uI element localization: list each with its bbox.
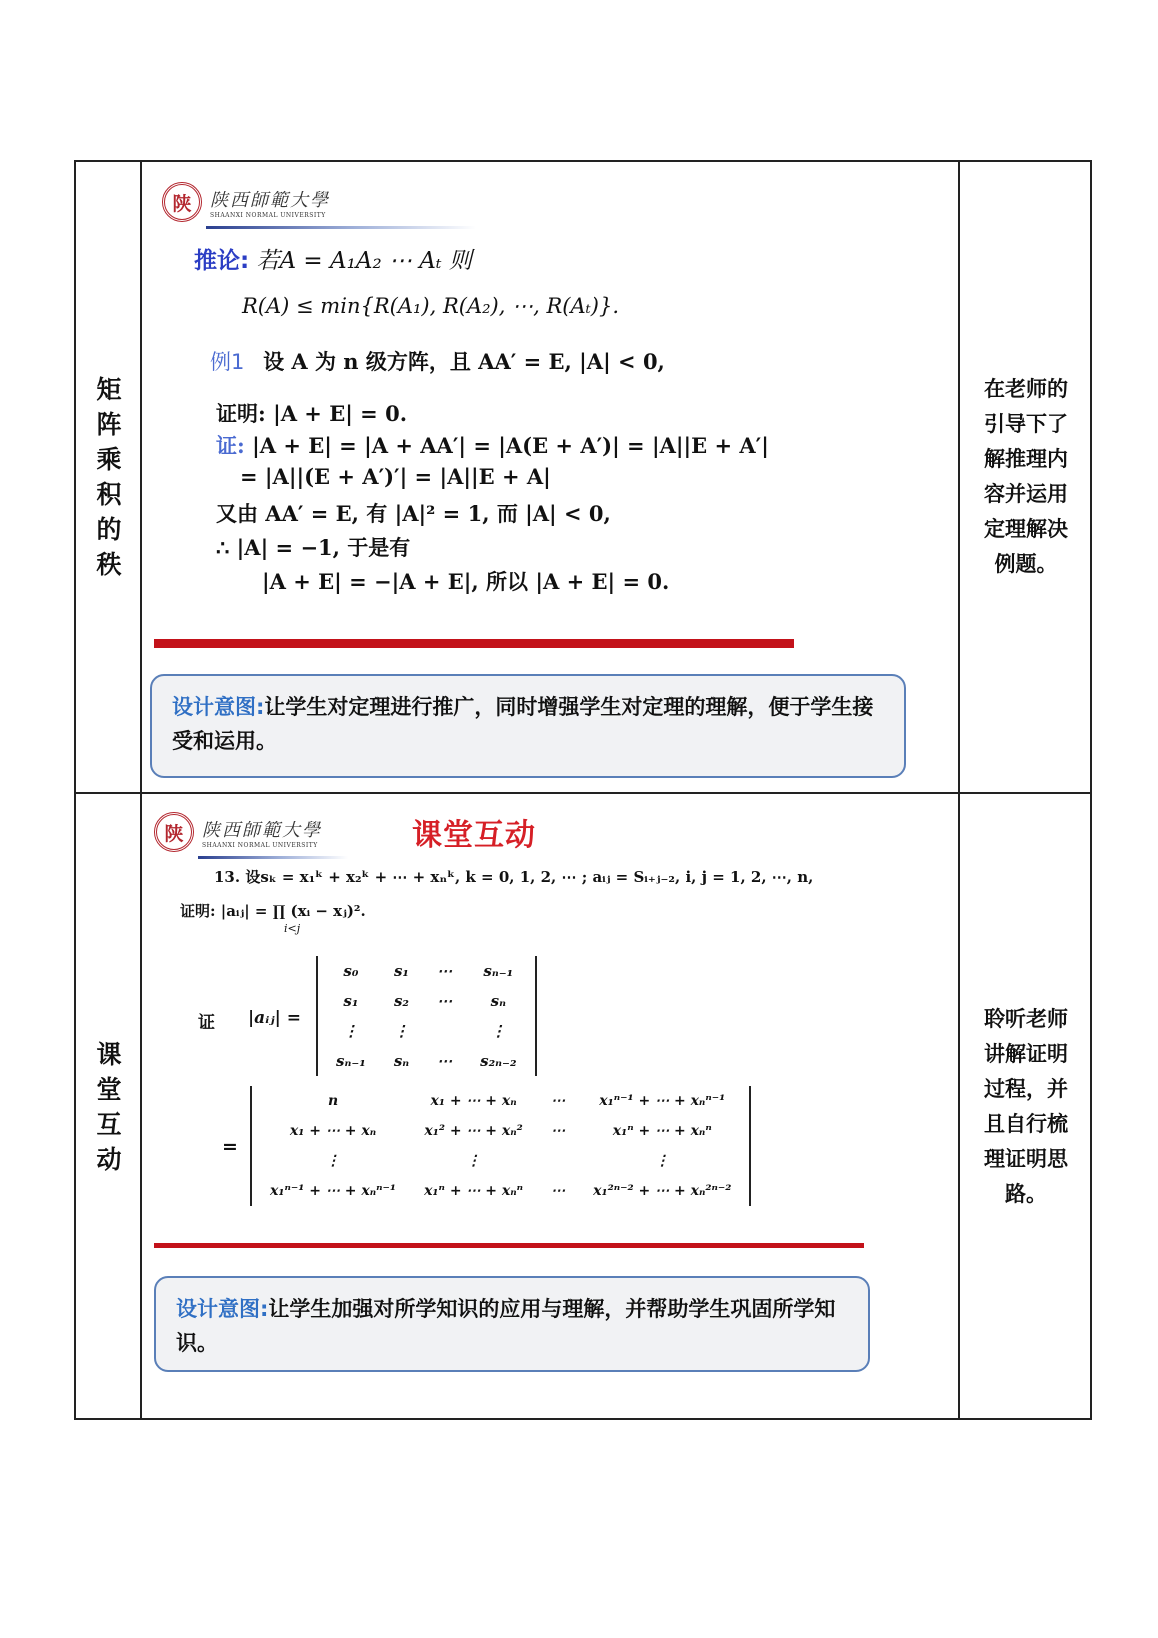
- determinant-entry: ⋮: [466, 1153, 481, 1169]
- determinant-entry: s₁: [343, 992, 359, 1010]
- determinant-1-matrix: [322, 956, 531, 1076]
- topic-char: 堂: [96, 1075, 122, 1104]
- topic-cell-classroom-interaction: [76, 794, 142, 1420]
- prove-statement: 证明: |A + E| = 0.: [216, 401, 407, 426]
- determinant-entry: ⋮: [490, 1022, 506, 1040]
- determinant-row: [322, 1046, 531, 1076]
- determinant-row: [322, 956, 531, 986]
- seal-icon: 陕: [154, 812, 194, 852]
- determinant-entry: sₙ₋₁: [483, 962, 514, 980]
- determinant-lhs: |aᵢⱼ| =: [248, 1008, 301, 1028]
- design-intent-box: [150, 674, 906, 778]
- determinant-1: [316, 956, 537, 1076]
- determinant-entry: x₁ⁿ + ⋯ + xₙⁿ: [612, 1123, 712, 1139]
- determinant-entry: [423, 1016, 466, 1046]
- equals-sign: =: [222, 1136, 238, 1158]
- determinant-entry: ⋯: [437, 962, 453, 980]
- slide-divider-red: [154, 639, 794, 648]
- determinant-entry: n: [327, 1093, 339, 1109]
- product-subscript: i<j: [284, 922, 301, 935]
- proof-line-4: ∴ |A| = −1, 于是有: [216, 535, 411, 560]
- logo-underline: [206, 226, 476, 229]
- determinant-entry: x₁ⁿ + ⋯ + xₙⁿ: [424, 1183, 524, 1199]
- topic-char: 矩: [96, 375, 122, 404]
- determinant-entry: s₀: [343, 962, 359, 980]
- corollary: [194, 242, 472, 275]
- university-logo: [154, 812, 322, 852]
- seal-icon: 陕: [162, 182, 202, 222]
- topic-char: 积: [96, 480, 122, 509]
- topic-char: 互: [96, 1110, 122, 1139]
- determinant-entry: ⋮: [655, 1153, 670, 1169]
- determinant-row: [256, 1146, 745, 1176]
- determinant-entry: x₁² + ⋯ + xₙ²: [424, 1123, 523, 1139]
- design-intent-label: 设计意图:: [172, 695, 265, 719]
- determinant-entry: x₁ + ⋯ + xₙ: [430, 1093, 517, 1109]
- determinant-entry: ⋮: [343, 1022, 359, 1040]
- determinant-entry: [537, 1146, 579, 1176]
- slide-classroom-interaction: [144, 794, 958, 1420]
- proof-line-5: |A + E| = −|A + E|, 所以 |A + E| = 0.: [262, 569, 670, 594]
- lesson-table: [74, 160, 1092, 1420]
- design-intent-box: [154, 1276, 870, 1372]
- determinant-entry: x₁ⁿ⁻¹ + ⋯ + xₙⁿ⁻¹: [270, 1183, 397, 1199]
- determinant-entry: x₁ⁿ⁻¹ + ⋯ + xₙⁿ⁻¹: [599, 1093, 726, 1109]
- topic-char: 课: [96, 1040, 122, 1069]
- activity-text: 在老师的引导下了解推理内容并运用定理解决例题。: [984, 377, 1068, 576]
- proof-label: 证:: [216, 433, 245, 458]
- activity-cell-2: [960, 794, 1092, 1420]
- proof-line-1: 证: |A + E| = |A + AA′| = |A(E + A′)| = |A||E + A′|: [216, 433, 769, 458]
- prove-statement: 证明: |aᵢⱼ| = ∏ (xᵢ − xⱼ)².: [180, 902, 366, 920]
- slide-title: 课堂互动: [412, 818, 536, 853]
- example-text: 设 A 为 n 级方阵，且 AA′ = E, |A| < 0,: [263, 349, 665, 374]
- topic-char: 动: [96, 1145, 122, 1174]
- design-intent-text: 让学生对定理进行推广，同时增强学生对定理的理解，便于学生接受和运用。: [172, 695, 874, 753]
- university-name-en: SHAANXI NORMAL UNIVERSITY: [202, 841, 318, 849]
- slide-divider-red: [154, 1243, 864, 1248]
- determinant-row: [322, 1016, 531, 1046]
- topic-char: 秩: [96, 550, 122, 579]
- determinant-entry: ⋯: [551, 1093, 566, 1109]
- determinant-entry: ⋯: [551, 1123, 566, 1139]
- determinant-entry: ⋯: [437, 992, 453, 1010]
- determinant-entry: s₂ₙ₋₂: [480, 1052, 517, 1070]
- proof-line-2: = |A||(E + A′)′| = |A||E + A|: [240, 464, 551, 489]
- example-1: [210, 346, 665, 376]
- problem-statement: 13. 设sₖ = x₁ᵏ + x₂ᵏ + ⋯ + xₙᵏ, k = 0, 1, 2, ⋯ ; aᵢⱼ = Sᵢ₊ⱼ₋₂, i, j = 1, 2, ⋯, n,: [214, 868, 814, 886]
- determinant-entry: sₙ: [490, 992, 506, 1010]
- university-logo: [162, 182, 330, 222]
- determinant-entry: ⋮: [393, 1022, 409, 1040]
- determinant-entry: s₁: [393, 962, 409, 980]
- university-name-cn: 陕西師範大學: [202, 819, 322, 841]
- determinant-row: [256, 1176, 745, 1206]
- determinant-entry: sₙ: [393, 1052, 410, 1070]
- topic-char: 阵: [96, 410, 122, 439]
- determinant-entry: ⋯: [551, 1183, 566, 1199]
- determinant-entry: sₙ₋₁: [336, 1052, 366, 1070]
- topic-cell-matrix-rank: [76, 162, 142, 792]
- slide-corollary: [144, 162, 958, 792]
- activity-cell-1: [960, 162, 1092, 792]
- topic-char: 乘: [96, 445, 122, 474]
- determinant-entry: ⋯: [437, 1052, 453, 1070]
- determinant-entry: ⋮: [326, 1153, 341, 1169]
- university-name-cn: 陕西師範大學: [210, 189, 330, 211]
- topic-char: 的: [96, 515, 122, 544]
- corollary-formula: R(A) ≤ min{R(A₁), R(A₂), ⋯, R(Aₜ)}.: [242, 294, 620, 318]
- university-name-en: SHAANXI NORMAL UNIVERSITY: [210, 211, 326, 219]
- determinant-entry: x₁²ⁿ⁻² + ⋯ + xₙ²ⁿ⁻²: [593, 1183, 732, 1199]
- corollary-label: 推论:: [194, 248, 250, 274]
- determinant-entry: s₂: [393, 992, 409, 1010]
- design-intent-text: 让学生加强对所学知识的应用与理解，并帮助学生巩固所学知识。: [176, 1297, 836, 1355]
- corollary-text: 若A = A₁A₂ ⋯ Aₜ 则: [256, 248, 472, 274]
- activity-text: 聆听老师讲解证明过程，并且自行梳理证明思路。: [984, 1007, 1068, 1206]
- logo-underline: [198, 856, 348, 859]
- determinant-row: [322, 986, 531, 1016]
- proof-line-3: 又由 AA′ = E, 有 |A|² = 1, 而 |A| < 0,: [216, 501, 611, 526]
- determinant-row: [256, 1116, 745, 1146]
- example-label: 例1: [210, 350, 245, 374]
- proof-label: 证: [198, 1013, 215, 1033]
- determinant-row: [256, 1086, 745, 1116]
- determinant-2-matrix: [256, 1086, 745, 1206]
- determinant-entry: x₁ + ⋯ + xₙ: [289, 1123, 377, 1139]
- determinant-2: [250, 1086, 751, 1206]
- design-intent-label: 设计意图:: [176, 1297, 269, 1321]
